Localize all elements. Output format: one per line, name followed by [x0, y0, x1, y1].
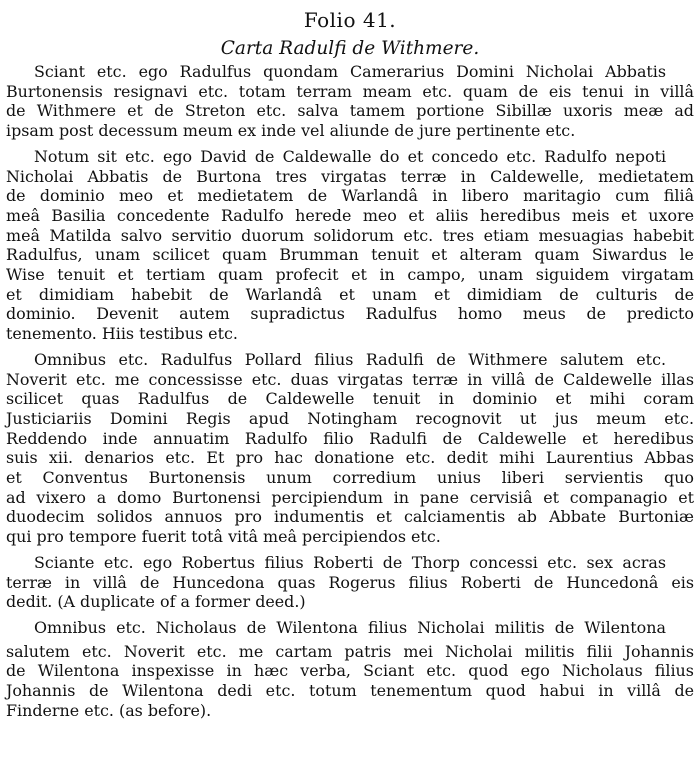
text-line: et dimidiam habebit de Warlandâ et unam et dimidiam de culturis de [6, 284, 695, 304]
text-line: duodecim solidos annuos pro indumentis et calciamentis ab Abbate Burtoniæ [6, 507, 694, 527]
text-line: Justiciariis Domini Regis apud Notingham recognovit ut jus meum etc. [6, 408, 695, 428]
text-line: et Conventus Burtonensis unum corredium unius liberi servientis quo [6, 468, 694, 488]
text-line: tenemento. Hiis testibus etc. [6, 324, 238, 344]
text-line: Sciante etc. ego Robertus filius Roberti de Thorp concessi etc. sex acras [34, 552, 667, 572]
text-line: Reddendo inde annuatim Radulfo filio Radulfi de Caldewelle et heredibus [6, 428, 694, 448]
text-line: Radulfus, unam scilicet quam Brumman tenuit et alteram quam Siwardus le [6, 245, 694, 265]
text-line: terræ in villâ de Huncedona quas Rogerus filius Roberti de Huncedonâ eis [6, 572, 695, 592]
text-line: dedit. (A duplicate of a former deed.) [6, 592, 306, 612]
text-line: de Wilentona inspexisse in hæc verba, Sciant etc. quod ego Nicholaus filius [6, 661, 694, 681]
text-line: Noverit etc. me concessisse etc. duas virgatas terræ in villâ de Caldewelle illas [6, 369, 695, 389]
text-line: Notum sit etc. ego David de Caldewalle do et concedo etc. Radulfo nepoti [34, 146, 667, 166]
paragraph [6, 618, 694, 721]
text-line: dominio. Devenit autem supradictus Radulfus homo meus de predicto [6, 304, 694, 324]
text-line: scilicet quas Radulfus de Caldewelle tenuit in dominio et mihi coram [6, 389, 695, 409]
folio-number: Folio 41. [303, 8, 397, 32]
text-line: Finderne etc. (as before). [6, 700, 212, 720]
text-line: ipsam post decessum meum ex inde vel aliunde de jure pertinente etc. [6, 121, 576, 141]
text-line: Omnibus etc. Radulfus Pollard filius Radulfi de Withmere salutem etc. [34, 349, 667, 369]
text-line: Wise tenuit et tertiam quam profecit et in campo, unam siguidem virgatam [6, 265, 694, 285]
text-line: meâ Matilda salvo servitio duorum solidorum etc. tres etiam mesuagias habebit [6, 225, 695, 245]
paragraph [6, 350, 694, 547]
paragraph [6, 62, 694, 141]
text-line: meâ Basilia concedente Radulfo herede meo et aliis heredibus meis et uxore [6, 205, 695, 225]
text-line: ad vixero a domo Burtonensi percipiendum in pane cervisiâ et companagio et [6, 487, 694, 507]
text-line: de Withmere et de Streton etc. salva tamem portione Sibillæ uxoris meæ ad [6, 101, 694, 121]
text-line: qui pro tempore fuerit totâ vitâ meâ percipiendos etc. [6, 527, 441, 547]
text-line: de dominio meo et medietatem de Warlandâ in libero maritagio cum filiâ [6, 186, 695, 206]
text-line: Nicholai Abbatis de Burtona tres virgatas terræ in Caldewelle, medietatem [6, 166, 695, 186]
text-line: Sciant etc. ego Radulfus quondam Camerarius Domini Nicholai Abbatis [34, 62, 667, 81]
text-line: salutem etc. Noverit etc. me cartam patris mei Nicholai militis filii Johannis [6, 641, 695, 661]
paragraph [6, 553, 694, 612]
text-line: suis xii. denarios etc. Et pro hac donatione etc. dedit mihi Laurentius Abbas [6, 448, 694, 468]
text-line: Burtonensis resignavi etc. totam terram meam etc. quam de eis tenui in villâ [6, 81, 694, 101]
charter-heading: Carta Radulfi de Withmere. [220, 38, 480, 59]
text-line: Johannis de Wilentona dedi etc. totum tenementum quod habui in villâ de [6, 681, 695, 701]
paragraph [6, 147, 694, 344]
text-line: Omnibus etc. Nicholaus de Wilentona filius Nicholai militis de Wilentona [34, 617, 666, 637]
